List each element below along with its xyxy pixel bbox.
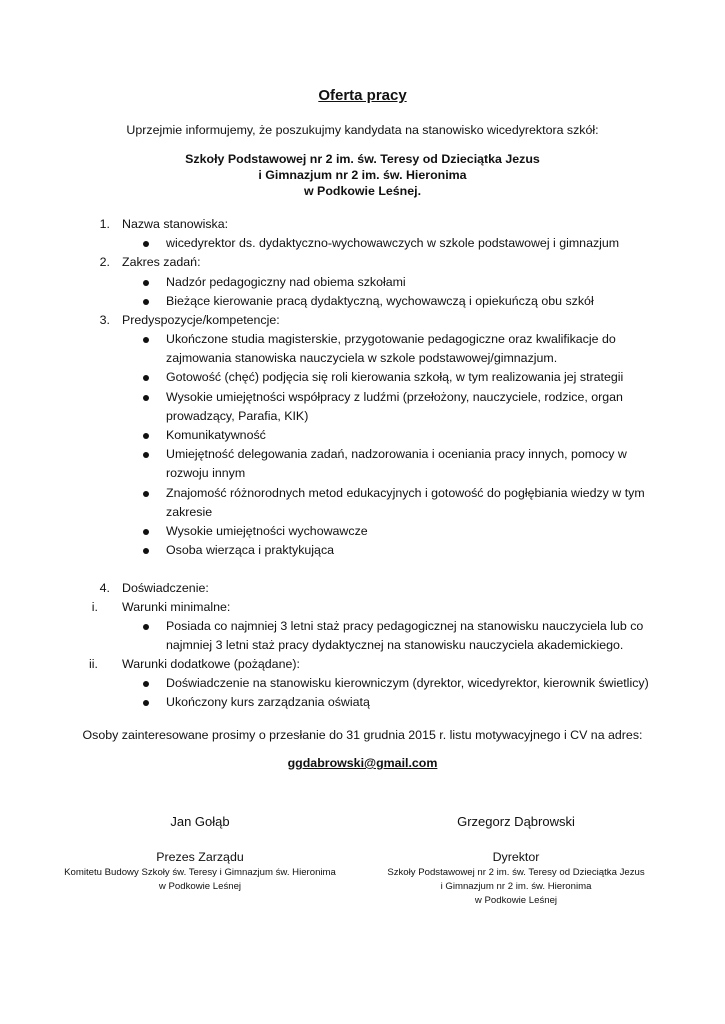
closing-text: Osoby zainteresowane prosimy o przesłanie do 31 grudnia 2015 r. listu motywacyjnego i CV na adres: (82, 728, 643, 742)
bullet-icon (143, 375, 149, 381)
subsection-i-item: Posiada co najmniej 3 letni staż pracy pedagogicznej na stanowisku nauczyciela lub co (166, 619, 644, 633)
subsection-i-label: Warunki minimalne: (122, 600, 231, 614)
bullet-icon (143, 681, 149, 687)
section-3-item: Osoba wierząca i praktykująca (166, 543, 335, 557)
section-3-item: Gotowość (chęć) podjęcia się roli kierowania szkołą, w tym realizowania jej strategii (166, 370, 624, 384)
subsection-i-item-cont: najmniej 3 letni staż pracy dydaktycznej na stanowisku nauczyciela akademickiego. (166, 638, 624, 652)
bullet-icon (143, 700, 149, 706)
section-3-item: Ukończone studia magisterskie, przygotowanie pedagogiczne oraz kwalifikacje do (166, 332, 616, 346)
bullet-icon (143, 491, 149, 497)
right-signature-name: Grzegorz Dąbrowski (457, 814, 575, 829)
right-signature-org-line-1: Szkoły Podstawowej nr 2 im. św. Teresy od Dzieciątka Jezus (387, 867, 645, 878)
page-title: Oferta pracy (318, 87, 407, 104)
bullet-icon (143, 529, 149, 535)
bullet-icon (143, 395, 149, 401)
section-3-number: 3. (99, 313, 110, 327)
bullet-icon (143, 624, 149, 630)
left-signature-name: Jan Gołąb (170, 814, 230, 829)
intro-text: Uprzejmie informujemy, że poszukujmy kandydata na stanowisko wicedyrektora szkół: (126, 123, 599, 137)
subsection-ii-number: ii. (89, 657, 98, 671)
bullet-icon (143, 548, 149, 554)
school-name-block (0, 151, 725, 199)
section-3-item: Umiejętność delegowania zadań, nadzorowania i oceniania pracy innych, pomocy w (166, 447, 627, 461)
section-2-number: 2. (99, 255, 110, 269)
school-line-2: i Gimnazjum nr 2 im. św. Hieronima (258, 168, 467, 182)
section-3-item-cont: zajmowania stanowiska nauczyciela w szkole podstawowej/gimnazjum. (166, 351, 558, 365)
right-signature-role: Dyrektor (492, 850, 540, 864)
section-3-item: Komunikatywność (166, 428, 266, 442)
bullet-icon (143, 280, 149, 286)
bullet-icon (143, 241, 149, 247)
section-2-item: Nadzór pedagogiczny nad obiema szkołami (166, 275, 406, 289)
section-3-item: Wysokie umiejętności współpracy z ludźmi (przełożony, nauczyciele, rodzice, organ (166, 390, 623, 404)
left-signature-org-line-2: w Podkowie Leśnej (158, 881, 242, 892)
subsection-ii-item: Doświadczenie na stanowisku kierowniczym (dyrektor, wicedyrektor, kierownik świetlicy) (166, 676, 649, 690)
section-3-item-cont: prowadzący, Parafia, KIK) (166, 409, 309, 423)
section-3-label: Predyspozycje/kompetencje: (122, 313, 280, 327)
right-signature-org-line-2: i Gimnazjum nr 2 im. św. Hieronima (440, 881, 592, 892)
right-signature-org-line-3: w Podkowie Leśnej (474, 895, 558, 906)
left-signature-org-line-1: Komitetu Budowy Szkoły św. Teresy i Gimnazjum św. Hieronima (64, 867, 336, 878)
subsection-i-number: i. (91, 600, 98, 614)
section-1-label: Nazwa stanowiska: (122, 217, 229, 231)
bullet-icon (143, 337, 149, 343)
section-4-number: 4. (99, 581, 110, 595)
bullet-icon (143, 452, 149, 458)
section-1-item: wicedyrektor ds. dydaktyczno-wychowawczych w szkole podstawowej i gimnazjum (166, 236, 620, 250)
left-signature-role: Prezes Zarządu (156, 850, 244, 864)
subsection-ii-label: Warunki dodatkowe (pożądane): (122, 657, 300, 671)
section-2-label: Zakres zadań: (122, 255, 201, 269)
section-3-item-cont: zakresie (166, 505, 213, 519)
section-4-label: Doświadczenie: (122, 581, 209, 595)
section-3-item-cont: rozwoju innym (166, 466, 246, 480)
section-3-item: Znajomość różnorodnych metod edukacyjnych i gotowość do pogłębiania wiedzy w tym (166, 486, 645, 500)
bullet-icon (143, 299, 149, 305)
bullet-icon (143, 433, 149, 439)
section-2-item: Bieżące kierowanie pracą dydaktyczną, wychowawczą i opiekuńczą obu szkół (166, 294, 594, 308)
school-line-3: w Podkowie Leśnej. (303, 184, 422, 198)
section-1-number: 1. (99, 217, 110, 231)
school-line-1: Szkoły Podstawowej nr 2 im. św. Teresy od Dzieciątka Jezus (185, 152, 540, 166)
contact-email-link[interactable]: ggdabrowski@gmail.com (287, 756, 438, 770)
section-3-item: Wysokie umiejętności wychowawcze (166, 524, 368, 538)
subsection-ii-item: Ukończony kurs zarządzania oświatą (166, 695, 370, 709)
